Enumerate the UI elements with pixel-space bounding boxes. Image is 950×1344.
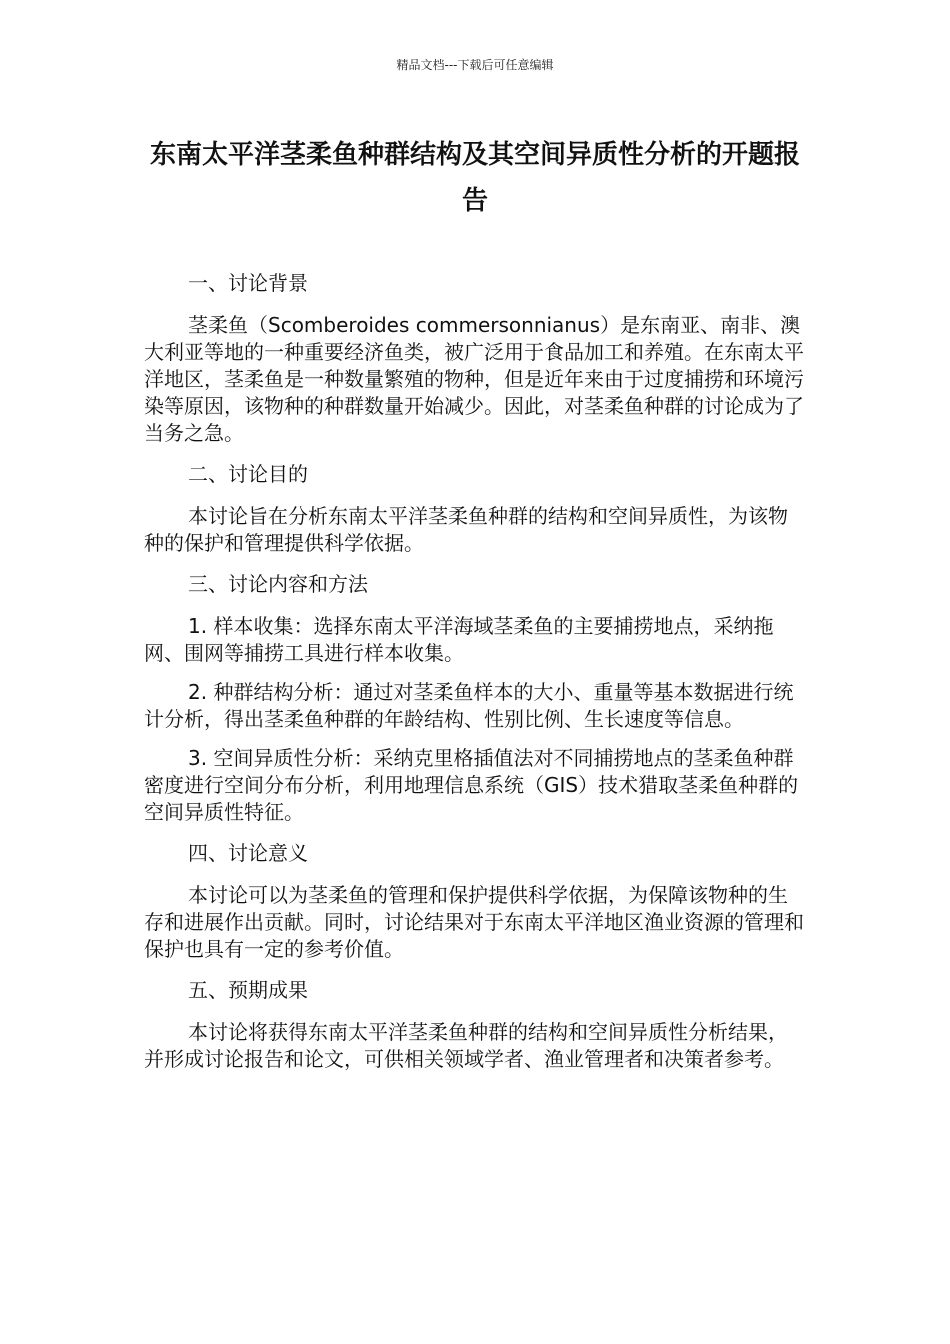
section-heading-outcomes: 五、预期成果 <box>188 978 308 1002</box>
section-heading-purpose: 二、讨论目的 <box>188 462 308 486</box>
methods-item-sample-collection: 1. 样本收集：选择东南太平洋海域茎柔鱼的主要捕捞地点，采纳拖网、围网等捕捞工具进行样本收集。 <box>144 614 774 665</box>
section-text-outcomes: 本讨论将获得东南太平洋茎柔鱼种群的结构和空间异质性分析结果，并形成讨论报告和论文，可供相关领域学者、渔业管理者和决策者参考。 <box>144 1020 788 1071</box>
section-text-background: 茎柔鱼（Scomberoides commersonnianus）是东南亚、南非、澳大利亚等地的一种重要经济鱼类，被广泛用于食品加工和养殖。在东南太平洋地区，茎柔鱼是一种数量繁殖的物种，但是近年来由于过度捕捞和环境污染等原因，该物种的种群数量开始减少。因此，对茎柔鱼种群的讨论成为了当务之急。 <box>144 313 804 445</box>
section-heading-significance: 四、讨论意义 <box>188 841 308 865</box>
methods-item-structure-analysis: 2. 种群结构分析：通过对茎柔鱼样本的大小、重量等基本数据进行统计分析，得出茎柔鱼种群的年龄结构、性别比例、生长速度等信息。 <box>144 680 794 731</box>
section-heading-methods: 三、讨论内容和方法 <box>188 572 368 596</box>
methods-item-spatial-analysis: 3. 空间异质性分析：采纳克里格插值法对不同捕捞地点的茎柔鱼种群密度进行空间分布分析，利用地理信息系统（GIS）技术猎取茎柔鱼种群的空间异质性特征。 <box>144 746 799 824</box>
section-text-significance: 本讨论可以为茎柔鱼的管理和保护提供科学依据，为保障该物种的生存和进展作出贡献。同时，讨论结果对于东南太平洋地区渔业资源的管理和保护也具有一定的参考价值。 <box>144 883 804 961</box>
header-note: 精品文档---下载后可任意编辑 <box>396 58 554 72</box>
section-text-purpose: 本讨论旨在分析东南太平洋茎柔鱼种群的结构和空间异质性，为该物种的保护和管理提供科学依据。 <box>144 504 788 555</box>
document-body <box>144 268 806 1085</box>
document-title: 东南太平洋茎柔鱼种群结构及其空间异质性分析的开题报告 <box>149 140 800 216</box>
section-heading-background: 一、讨论背景 <box>188 271 308 295</box>
